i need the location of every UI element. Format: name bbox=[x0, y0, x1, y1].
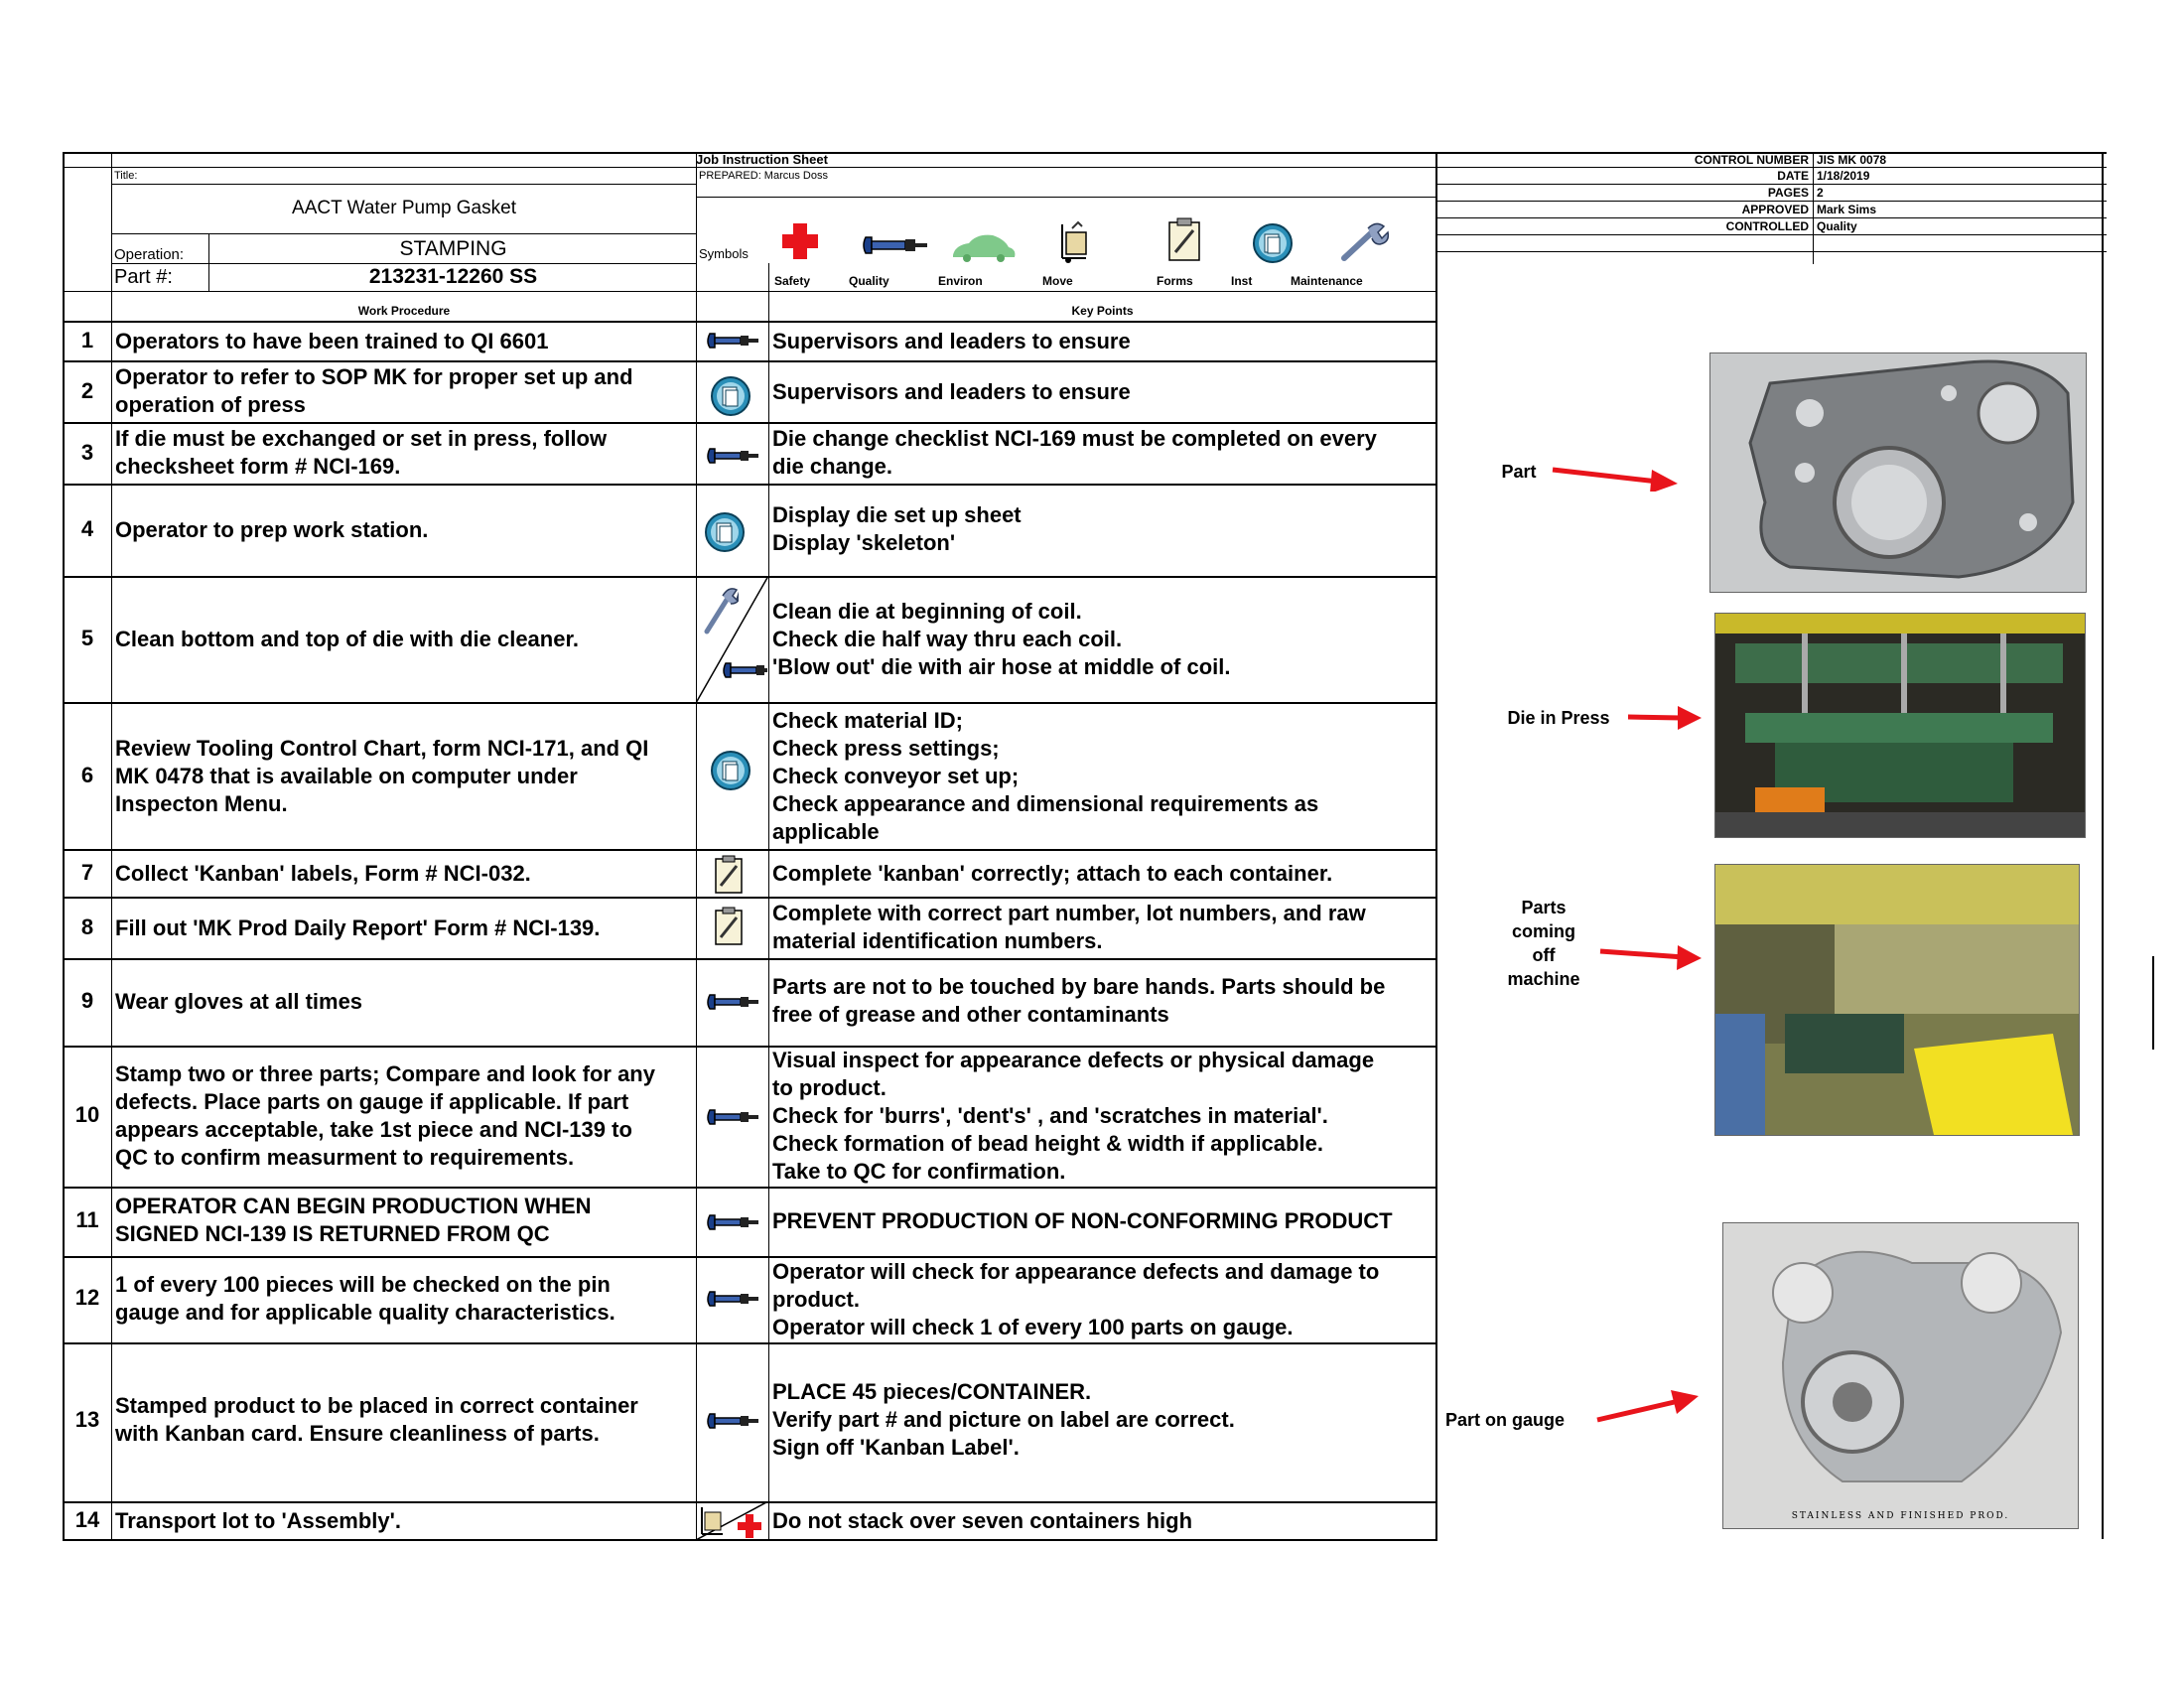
row-line-12 bbox=[63, 1342, 1437, 1344]
row-line-10 bbox=[63, 1187, 1437, 1189]
title-label: Title: bbox=[114, 170, 138, 182]
work-line: operation of press bbox=[115, 392, 306, 417]
part-label: Part #: bbox=[114, 266, 173, 288]
gauge-caption: STAINLESS AND FINISHED PROD. bbox=[1791, 1511, 2010, 1521]
row3-key bbox=[772, 425, 1377, 481]
die-in-press-label: Die in Press bbox=[1507, 708, 1610, 728]
key-line: die change. bbox=[772, 454, 893, 479]
row12-key bbox=[772, 1258, 1379, 1341]
key-line: Operator will check 1 of every 100 parts on gauge. bbox=[772, 1315, 1294, 1339]
controlled-value: Quality bbox=[1817, 219, 1857, 233]
step-number-7: 7 bbox=[80, 860, 94, 885]
work-line: Inspecton Menu. bbox=[115, 791, 288, 816]
work-line: gauge and for applicable quality characteristics. bbox=[115, 1300, 615, 1325]
work-line: with Kanban card. Ensure cleanliness of parts. bbox=[115, 1421, 600, 1446]
label-line: Parts bbox=[1521, 898, 1567, 917]
legend-environ: Environ bbox=[938, 274, 983, 288]
work-line: Collect 'Kanban' labels, Form # NCI-032. bbox=[115, 861, 531, 886]
row7-forms-icon bbox=[713, 854, 747, 896]
row3-quality-icon bbox=[706, 445, 761, 469]
work-line: appears acceptable, take 1st piece and NCI-139 to bbox=[115, 1117, 632, 1142]
margin-mark bbox=[2152, 956, 2154, 1050]
arrow-icon bbox=[1593, 1388, 1703, 1428]
column-header-bottom bbox=[63, 321, 1437, 323]
row2-work bbox=[115, 363, 633, 419]
legend-move: Move bbox=[1042, 274, 1073, 288]
row14-move-icon bbox=[697, 1504, 731, 1538]
row-line-3 bbox=[63, 484, 1437, 486]
key-line: free of grease and other contaminants bbox=[772, 1002, 1169, 1027]
control-number-value: JIS MK 0078 bbox=[1817, 153, 1887, 167]
key-line: Sign off 'Kanban Label'. bbox=[772, 1435, 1020, 1460]
gauge-image bbox=[1723, 1223, 2078, 1528]
arrow-icon bbox=[1549, 462, 1683, 492]
operation-label: Operation: bbox=[114, 246, 185, 263]
work-line: Stamped product to be placed in correct container bbox=[115, 1393, 638, 1418]
row-line-1 bbox=[63, 360, 1437, 362]
key-line: material identification numbers. bbox=[772, 928, 1103, 953]
step-number-6: 6 bbox=[80, 763, 94, 787]
part-photo bbox=[1709, 352, 2087, 593]
symbols-label: Symbols bbox=[699, 246, 749, 261]
row14-key bbox=[772, 1507, 1192, 1535]
work-line: Stamp two or three parts; Compare and look for any bbox=[115, 1061, 655, 1086]
step-number-12: 12 bbox=[74, 1285, 100, 1310]
row9-work bbox=[115, 988, 362, 1016]
work-line: QC to confirm measurment to requirements. bbox=[115, 1145, 575, 1170]
row13-work bbox=[115, 1392, 638, 1448]
key-line: Parts are not to be touched by bare hands. Parts should be bbox=[772, 974, 1386, 999]
key-line: Die change checklist NCI-169 must be completed on every bbox=[772, 426, 1377, 451]
work-line: MK 0478 that is available on computer under bbox=[115, 764, 578, 788]
key-line: PREVENT PRODUCTION OF NON-CONFORMING PRODUCT bbox=[772, 1208, 1393, 1233]
arrow-icon bbox=[1626, 703, 1706, 733]
symbol-col-border bbox=[768, 263, 769, 1541]
micrometer-icon bbox=[860, 231, 929, 261]
die-in-press-photo bbox=[1714, 613, 2086, 838]
safety-cross-icon bbox=[780, 221, 820, 261]
row8-key bbox=[772, 900, 1366, 955]
key-line: Check formation of bead height & width if applicable. bbox=[772, 1131, 1323, 1156]
row11-work bbox=[115, 1193, 592, 1248]
row-line-8 bbox=[63, 958, 1437, 960]
approved-label: APPROVED bbox=[1741, 203, 1809, 216]
work-line: SIGNED NCI-139 IS RETURNED FROM QC bbox=[115, 1221, 550, 1246]
row9-key bbox=[772, 973, 1385, 1029]
row14-safety-icon bbox=[737, 1513, 762, 1539]
label-line: off bbox=[1532, 945, 1556, 965]
step-number-4: 4 bbox=[80, 516, 94, 541]
row2-instruction-icon bbox=[709, 374, 752, 418]
part-on-gauge-label: Part on gauge bbox=[1444, 1410, 1565, 1430]
table-right-border bbox=[2102, 152, 2104, 1539]
row5-work bbox=[115, 626, 579, 653]
row-line-2 bbox=[63, 422, 1437, 424]
key-line: Verify part # and picture on label are correct. bbox=[772, 1407, 1235, 1432]
row4-key bbox=[772, 501, 1022, 557]
key-line: Check material ID; bbox=[772, 708, 963, 733]
key-line: Display die set up sheet bbox=[772, 502, 1022, 527]
work-line: defects. Place parts on gauge if applicable. If part bbox=[115, 1089, 629, 1114]
ctrl-line-5 bbox=[1435, 251, 2107, 252]
column-header-work: Work Procedure bbox=[357, 304, 451, 318]
operation-value: STAMPING bbox=[399, 237, 507, 260]
key-line: Complete 'kanban' correctly; attach to each container. bbox=[772, 861, 1333, 886]
row10-quality-icon bbox=[706, 1106, 761, 1130]
legend-safety: Safety bbox=[774, 274, 811, 288]
key-line: Display 'skeleton' bbox=[772, 530, 956, 555]
key-line: Do not stack over seven containers high bbox=[772, 1508, 1193, 1533]
row10-key bbox=[772, 1047, 1374, 1186]
legend-inst: Inst bbox=[1231, 274, 1253, 288]
title-value: AACT Water Pump Gasket bbox=[292, 198, 516, 218]
press-image bbox=[1715, 614, 2085, 837]
part-on-gauge-photo bbox=[1722, 1222, 2079, 1529]
instruction-document-icon bbox=[1252, 222, 1294, 264]
forms-clipboard-icon bbox=[1165, 216, 1205, 264]
pages-value: 2 bbox=[1817, 186, 1824, 200]
work-line: Operator to prep work station. bbox=[115, 517, 429, 542]
work-line: Operators to have been trained to QI 6601 bbox=[115, 329, 549, 353]
row9-quality-icon bbox=[706, 991, 761, 1015]
row5-maintenance-icon bbox=[701, 586, 739, 635]
step-number-14: 14 bbox=[74, 1507, 100, 1532]
date-label: DATE bbox=[1777, 169, 1809, 183]
prepared-text: PREPARED: Marcus Doss bbox=[699, 170, 828, 182]
ctrl-line-4 bbox=[1435, 234, 2107, 235]
label-line: machine bbox=[1507, 969, 1580, 989]
title-line bbox=[111, 184, 697, 185]
key-line: Check die half way thru each coil. bbox=[772, 627, 1123, 651]
key-line: Take to QC for confirmation. bbox=[772, 1159, 1066, 1184]
work-line: Fill out 'MK Prod Daily Report' Form # NCI-139. bbox=[115, 915, 601, 940]
legend-maintenance: Maintenance bbox=[1291, 274, 1363, 288]
ctrl-divider bbox=[1813, 152, 1814, 264]
row5-key bbox=[772, 598, 1231, 681]
pages-label: PAGES bbox=[1767, 186, 1809, 200]
row7-work bbox=[115, 860, 531, 888]
work-line: Review Tooling Control Chart, form NCI-171, and QI bbox=[115, 736, 649, 761]
step-number-8: 8 bbox=[80, 914, 94, 939]
key-line: to product. bbox=[772, 1075, 887, 1100]
row1-work bbox=[115, 328, 548, 355]
key-line: Check for 'burrs', 'dent's' , and 'scratches in material'. bbox=[772, 1103, 1328, 1128]
work-line: Clean bottom and top of die with die cleaner. bbox=[115, 627, 579, 651]
row13-key bbox=[772, 1378, 1235, 1462]
environment-car-icon bbox=[949, 231, 1019, 265]
row6-key bbox=[772, 707, 1318, 846]
key-line: Check press settings; bbox=[772, 736, 1000, 761]
operation-line bbox=[111, 233, 697, 234]
row6-work bbox=[115, 735, 648, 818]
work-line: Wear gloves at all times bbox=[115, 989, 363, 1014]
label-line: coming bbox=[1511, 921, 1575, 941]
work-line: checksheet form # NCI-169. bbox=[115, 454, 401, 479]
row4-work bbox=[115, 516, 428, 544]
row8-forms-icon bbox=[713, 906, 747, 947]
work-line: OPERATOR CAN BEGIN PRODUCTION WHEN bbox=[115, 1194, 592, 1218]
row5-quality-icon bbox=[722, 659, 767, 681]
step-number-13: 13 bbox=[74, 1407, 100, 1432]
row4-instruction-icon bbox=[703, 510, 747, 554]
key-line: 'Blow out' die with air hose at middle of coil. bbox=[772, 654, 1231, 679]
arrow-icon bbox=[1596, 941, 1706, 971]
legend-forms: Forms bbox=[1157, 274, 1193, 288]
row6-instruction-icon bbox=[709, 749, 752, 792]
move-handtruck-icon bbox=[1052, 220, 1098, 264]
step-number-10: 10 bbox=[74, 1102, 100, 1127]
key-line: Supervisors and leaders to ensure bbox=[772, 379, 1131, 404]
parts-coming-off-machine-photo bbox=[1714, 864, 2080, 1136]
row14-work bbox=[115, 1507, 401, 1535]
row7-key bbox=[772, 860, 1332, 888]
key-line: PLACE 45 pieces/CONTAINER. bbox=[772, 1379, 1092, 1404]
row3-work bbox=[115, 425, 607, 481]
part-label: Part bbox=[1501, 462, 1537, 482]
step-number-2: 2 bbox=[80, 378, 94, 403]
row10-work bbox=[115, 1060, 655, 1172]
work-line: Transport lot to 'Assembly'. bbox=[115, 1508, 401, 1533]
maintenance-wrench-icon bbox=[1336, 220, 1392, 264]
key-line: Visual inspect for appearance defects or physical damage bbox=[772, 1048, 1375, 1072]
key-line: Clean die at beginning of coil. bbox=[772, 599, 1082, 624]
prepared-line bbox=[696, 197, 1435, 198]
step-number-1: 1 bbox=[80, 328, 94, 352]
column-header-top bbox=[63, 291, 1437, 292]
row12-work bbox=[115, 1271, 615, 1327]
row12-quality-icon bbox=[706, 1288, 761, 1312]
part-line bbox=[111, 263, 697, 264]
control-number-label: CONTROL NUMBER bbox=[1694, 153, 1809, 167]
step-number-9: 9 bbox=[80, 988, 94, 1013]
row-line-7 bbox=[63, 897, 1437, 899]
row11-key bbox=[772, 1207, 1393, 1235]
part-value: 213231-12260 SS bbox=[368, 265, 538, 288]
row13-quality-icon bbox=[706, 1410, 761, 1434]
key-line: product. bbox=[772, 1287, 860, 1312]
gasket-part-image bbox=[1710, 353, 2086, 592]
controlled-label: CONTROLLED bbox=[1725, 219, 1809, 233]
key-line: Check conveyor set up; bbox=[772, 764, 1020, 788]
legend-quality: Quality bbox=[849, 274, 889, 288]
step-number-5: 5 bbox=[80, 626, 94, 650]
work-line: Operator to refer to SOP MK for proper set up and bbox=[115, 364, 633, 389]
work-line: 1 of every 100 pieces will be checked on the pin bbox=[115, 1272, 611, 1297]
key-line: applicable bbox=[772, 819, 880, 844]
parts-coming-off-machine-label bbox=[1489, 896, 1598, 991]
row1-key bbox=[772, 328, 1131, 355]
key-line: Operator will check for appearance defects and damage to bbox=[772, 1259, 1380, 1284]
date-value: 1/18/2019 bbox=[1817, 169, 1870, 183]
machine-image bbox=[1715, 865, 2079, 1135]
column-header-key: Key Points bbox=[1071, 304, 1134, 318]
row1-quality-icon bbox=[706, 330, 761, 353]
key-line: Supervisors and leaders to ensure bbox=[772, 329, 1131, 353]
row8-work bbox=[115, 914, 600, 942]
row-line-6 bbox=[63, 849, 1437, 851]
step-number-3: 3 bbox=[80, 440, 94, 465]
key-line: Complete with correct part number, lot numbers, and raw bbox=[772, 901, 1366, 925]
step-number-11: 11 bbox=[75, 1207, 99, 1232]
sheet-title: Job Instruction Sheet bbox=[696, 152, 828, 167]
work-line: If die must be exchanged or set in press, follow bbox=[115, 426, 608, 451]
key-line: Check appearance and dimensional requirements as bbox=[772, 791, 1319, 816]
row11-quality-icon bbox=[706, 1211, 761, 1235]
approved-value: Mark Sims bbox=[1817, 203, 1877, 216]
row2-key bbox=[772, 378, 1131, 406]
